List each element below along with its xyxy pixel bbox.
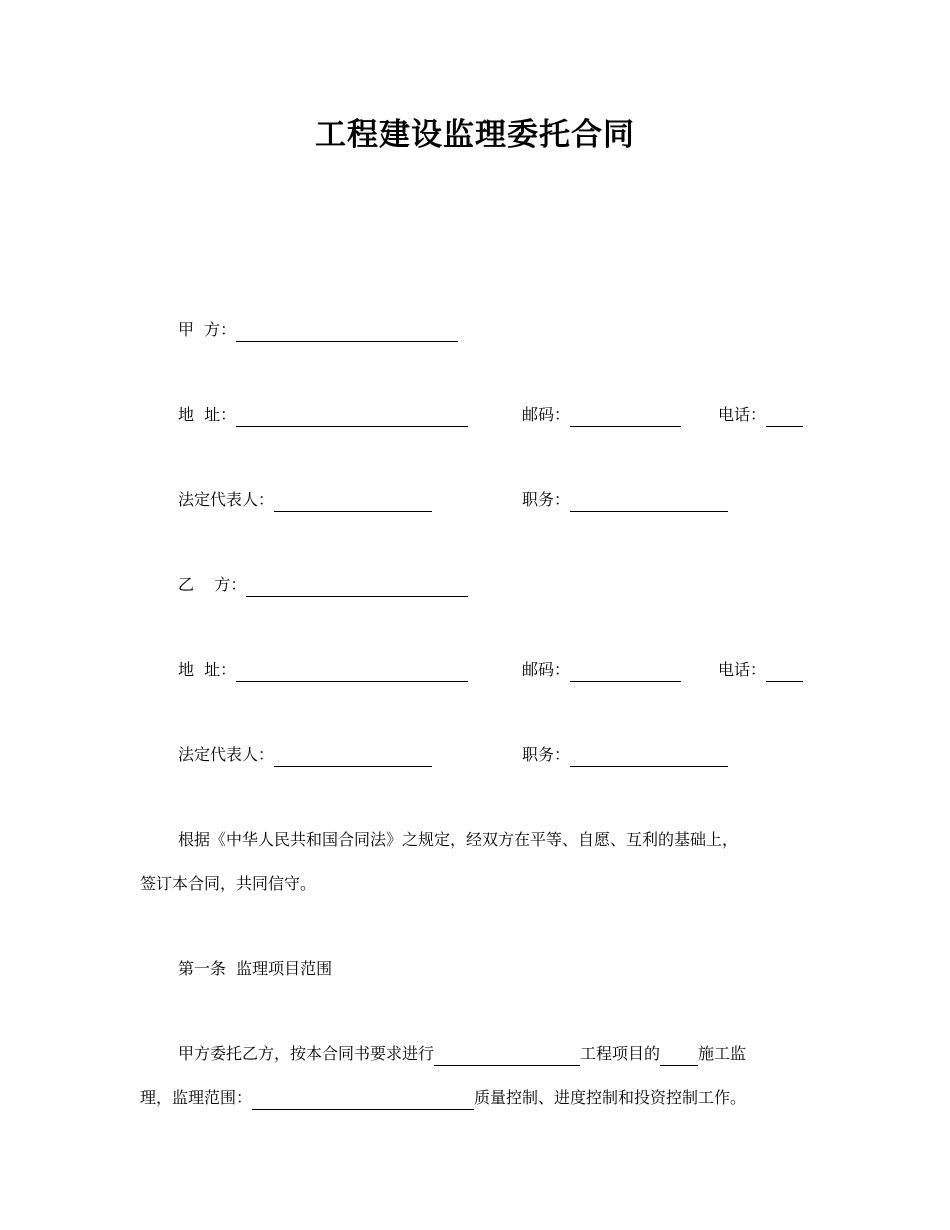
party-b-rep-blank[interactable]	[274, 745, 432, 767]
party-b-phone-row	[718, 658, 803, 682]
article-1-line-1-part-a: 甲方委托乙方，按本合同书要求进行	[178, 1044, 435, 1063]
party-a-address-label: 地 址：	[178, 405, 237, 424]
party-a-postcode-row	[522, 403, 681, 427]
party-a-name-row	[178, 318, 458, 342]
party-b-postcode-blank[interactable]	[570, 660, 681, 682]
article-1-line-1-part-c: 施工监	[698, 1044, 747, 1063]
document-title: 工程建设监理委托合同	[315, 117, 635, 153]
party-b-postcode-label: 邮码：	[522, 660, 571, 679]
party-a-position-label: 职务：	[522, 490, 571, 509]
party-a-address-blank[interactable]	[236, 405, 468, 427]
party-a-rep-row	[178, 488, 432, 512]
party-b-rep-label: 法定代表人：	[178, 745, 275, 764]
project-name-blank[interactable]	[434, 1045, 580, 1066]
party-b-address-blank[interactable]	[236, 660, 468, 682]
party-b-address-row	[178, 658, 468, 682]
party-b-phone-blank[interactable]	[766, 660, 803, 682]
party-b-position-label: 职务：	[522, 745, 571, 764]
party-b-postcode-row	[522, 658, 681, 682]
party-b-address-label: 地 址：	[178, 660, 237, 679]
party-b-position-blank[interactable]	[570, 745, 728, 767]
article-1-line-2-part-a: 理，监理范围：	[140, 1088, 253, 1107]
party-a-rep-label: 法定代表人：	[178, 490, 275, 509]
party-b-rep-row	[178, 743, 432, 767]
party-b-name-blank[interactable]	[246, 575, 468, 597]
party-b-name-label: 乙 方：	[178, 575, 247, 594]
preamble-line-1: 根据《中华人民共和国合同法》之规定，经双方在平等、自愿、互利的基础上，	[178, 830, 739, 849]
party-a-phone-label: 电话：	[718, 405, 767, 424]
supervision-scope-blank[interactable]	[252, 1089, 474, 1110]
party-b-phone-label: 电话：	[718, 660, 767, 679]
party-a-rep-blank[interactable]	[274, 490, 432, 512]
party-a-position-blank[interactable]	[570, 490, 728, 512]
article-1-line-2	[140, 1086, 746, 1110]
article-1-line-2-part-b: 质量控制、进度控制和投资控制工作。	[474, 1088, 747, 1107]
party-b-position-row	[522, 743, 728, 767]
preamble-line-2: 签订本合同，共同信守。	[140, 874, 317, 893]
party-a-position-row	[522, 488, 728, 512]
party-a-phone-row	[718, 403, 803, 427]
party-a-postcode-label: 邮码：	[522, 405, 571, 424]
party-a-address-row	[178, 403, 468, 427]
project-stage-blank[interactable]	[660, 1045, 698, 1066]
party-a-postcode-blank[interactable]	[570, 405, 681, 427]
party-a-phone-blank[interactable]	[766, 405, 803, 427]
party-b-name-row	[178, 573, 468, 597]
article-1-heading: 第一条 监理项目范围	[178, 959, 333, 978]
article-1-line-1	[178, 1042, 746, 1066]
article-1-line-1-part-b: 工程项目的	[580, 1044, 661, 1063]
party-a-name-label: 甲 方：	[178, 320, 237, 339]
party-a-name-blank[interactable]	[236, 320, 458, 342]
